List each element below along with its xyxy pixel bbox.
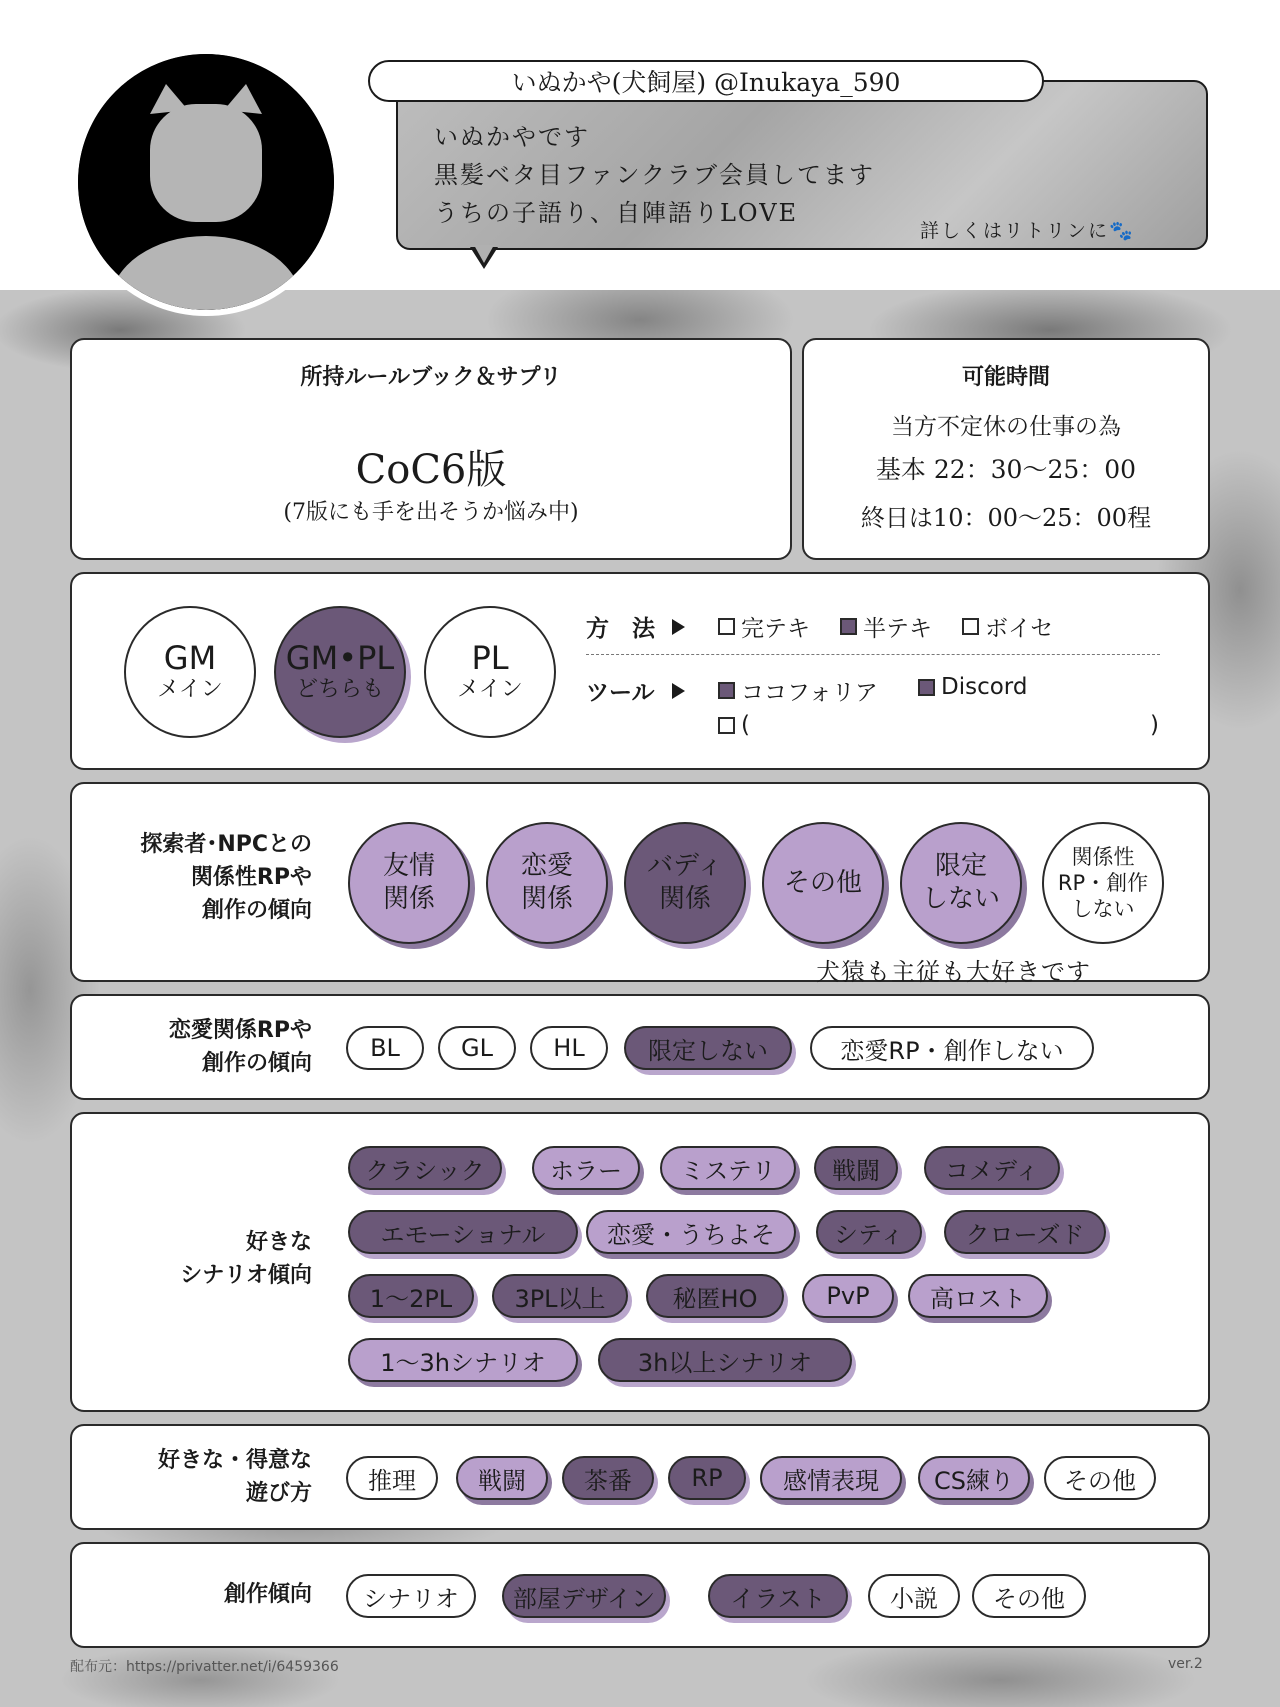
method-label: 方 法 (586, 610, 703, 643)
play-tag[interactable]: 推理 (346, 1456, 438, 1500)
time-line: 基本 22：30〜25：00 (875, 455, 1137, 484)
romance-hl[interactable]: HL (530, 1026, 608, 1070)
tool-option[interactable]: ココフォリア (718, 674, 878, 707)
relation-unlimited[interactable]: 限定 しない (900, 822, 1022, 944)
scenario-tag[interactable]: ホラー (532, 1146, 640, 1190)
creation-tag[interactable]: シナリオ (346, 1574, 476, 1618)
play-tag[interactable]: 感情表現 (760, 1456, 902, 1500)
scenario-tag[interactable]: コメディ (924, 1146, 1060, 1190)
bio-line: 黒髪ベタ目ファンクラブ会員してます (434, 161, 876, 189)
checkbox-checked-icon (718, 682, 735, 699)
checkbox-icon (718, 717, 735, 734)
time-card (802, 338, 1210, 560)
scenario-tag[interactable]: クラシック (348, 1146, 502, 1190)
scenario-tag[interactable]: 高ロスト (908, 1274, 1048, 1318)
relation-label: 探索者･NPCとの 関係性RPや 創作の傾向 (140, 832, 312, 923)
time-line: 当方不定休の仕事の為 (891, 414, 1121, 440)
bio-text (434, 118, 875, 232)
play-tag[interactable]: RP (668, 1456, 746, 1500)
relation-friendship[interactable]: 友情 関係 (348, 822, 470, 944)
scenario-tag[interactable]: 戦闘 (814, 1146, 898, 1190)
play-style-card (70, 572, 1210, 770)
play-tag[interactable]: その他 (1044, 1456, 1156, 1500)
scenario-tag[interactable]: PvP (802, 1274, 894, 1318)
romance-gl[interactable]: GL (438, 1026, 516, 1070)
checkbox-checked-icon (840, 618, 857, 635)
rulebook-sub: (7版にも手を出そうか悩み中) (283, 500, 579, 525)
scenario-label: 好きな シナリオ傾向 (180, 1230, 312, 1288)
play-tag[interactable]: 戦闘 (456, 1456, 548, 1500)
romance-bl[interactable]: BL (346, 1026, 424, 1070)
scenario-tag[interactable]: 3h以上シナリオ (598, 1338, 852, 1382)
rulebook-title: 所持ルールブック＆サプリ (300, 365, 562, 390)
play-tag[interactable]: CS練り (918, 1456, 1030, 1500)
avatar (72, 48, 340, 316)
bio-line: いぬかやです (434, 123, 590, 151)
role-pl[interactable]: PL メイン (424, 606, 556, 738)
creation-card (70, 1542, 1210, 1648)
creation-tag[interactable]: 小説 (868, 1574, 960, 1618)
role-gm[interactable]: GM メイン (124, 606, 256, 738)
divider (586, 654, 1160, 655)
scenario-tag[interactable]: 秘匿HO (646, 1274, 784, 1318)
romance-none[interactable]: 恋愛RP・創作しない (810, 1026, 1094, 1070)
profile-name: いぬかや(犬飼屋) @Inukaya_590 (368, 60, 1044, 102)
scenario-tag[interactable]: 1〜2PL (348, 1274, 474, 1318)
checkbox-icon (718, 618, 735, 635)
creation-tag[interactable]: イラスト (708, 1574, 848, 1618)
scenario-tag[interactable]: 1〜3hシナリオ (348, 1338, 578, 1382)
scenario-tag[interactable]: クローズド (944, 1210, 1106, 1254)
creation-label: 創作傾向 (223, 1582, 312, 1607)
bio-line: うちの子語り、自陣語りLOVE (434, 199, 799, 227)
arrow-right-icon (672, 683, 685, 699)
relation-romance[interactable]: 恋愛 関係 (486, 822, 608, 944)
scenario-tag[interactable]: ミステリ (660, 1146, 796, 1190)
relation-card (70, 782, 1210, 986)
creation-tag[interactable]: その他 (972, 1574, 1086, 1618)
role-gm-pl[interactable]: GM•PL どちらも (274, 606, 406, 738)
checkbox-checked-icon (918, 679, 935, 696)
arrow-right-icon (672, 619, 685, 635)
romance-card (70, 994, 1210, 1100)
tool-other-close: ) (1150, 712, 1159, 738)
play-tag[interactable]: 茶番 (562, 1456, 654, 1500)
method-option[interactable]: ボイセ (962, 610, 1053, 643)
time-title: 可能時間 (961, 365, 1050, 390)
relation-buddy[interactable]: バディ 関係 (624, 822, 746, 944)
relation-other[interactable]: その他 (762, 822, 884, 944)
checkbox-icon (962, 618, 979, 635)
version-label: ver.2 (1168, 1656, 1203, 1672)
user-silhouette-icon (78, 54, 334, 310)
romance-unlimited[interactable]: 限定しない (624, 1026, 792, 1070)
tool-other-option[interactable]: ( (718, 712, 750, 738)
bio-note: 詳しくはリトリンに🐾 (920, 220, 1135, 242)
tools-label: ツール (586, 674, 703, 707)
tool-option[interactable]: Discord (918, 674, 1027, 700)
relation-note: 犬猿も主従も大好きです (816, 958, 1091, 986)
scenario-tag[interactable]: 3PL以上 (492, 1274, 628, 1318)
play-label: 好きな・得意な 遊び方 (157, 1448, 312, 1506)
scenario-tag[interactable]: 恋愛・うちよそ (586, 1210, 796, 1254)
time-line: 終日は10：00〜25：00程 (860, 504, 1152, 532)
source-link[interactable]: 配布元：https://privatter.net/i/6459366 (70, 1659, 339, 1675)
method-option[interactable]: 半テキ (840, 610, 932, 643)
method-option[interactable]: 完テキ (718, 610, 810, 643)
rulebook-card (70, 338, 792, 560)
scenario-tag[interactable]: エモーショナル (348, 1210, 578, 1254)
play-card (70, 1424, 1210, 1530)
scenario-card (70, 1112, 1210, 1412)
relation-none[interactable]: 関係性 RP・創作 しない (1042, 822, 1164, 944)
rulebook-main: CoC6版 (355, 447, 507, 493)
romance-label: 恋愛関係RPや 創作の傾向 (168, 1018, 312, 1076)
scenario-tag[interactable]: シティ (816, 1210, 922, 1254)
creation-tag[interactable]: 部屋デザイン (502, 1574, 666, 1618)
